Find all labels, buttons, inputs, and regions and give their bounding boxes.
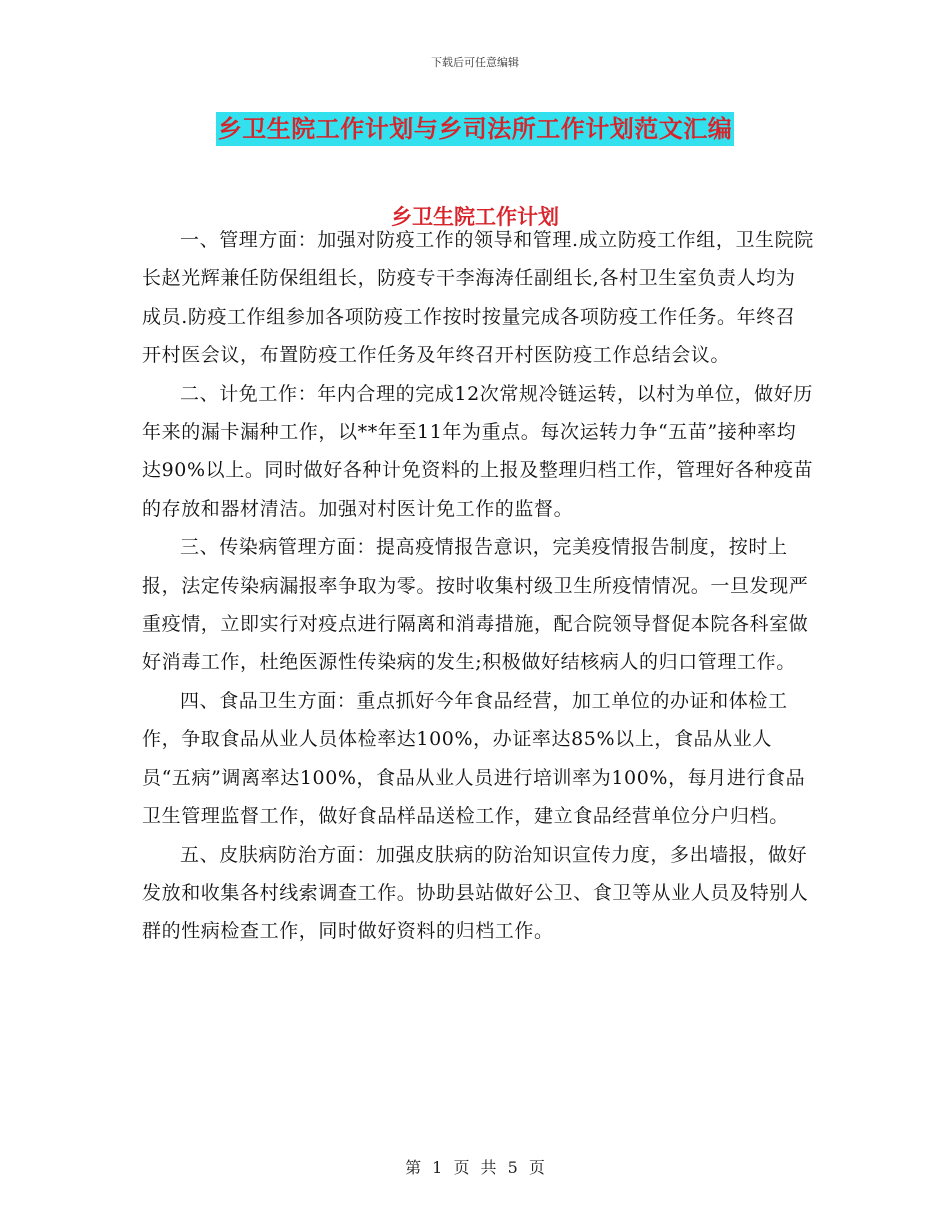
paragraph-skin-disease: 五、皮肤病防治方面：加强皮肤病的防治知识宣传力度，多出墙报，做好发放和收集各村线索调查工作。协助县站做好公卫、食卫等从业人员及特别人群的性病检查工作，同时做好资料的归档工作。 <box>142 843 809 943</box>
document-body <box>142 221 814 951</box>
section-title: 乡卫生院工作计划 <box>391 205 559 229</box>
paragraph-immunization: 二、计免工作：年内合理的完成12次常规冷链运转，以村为单位，做好历年来的漏卡漏种工作，以**年至11年为重点。每次运转力争“五苗”接种率均达90%以上。同时做好各种计免资料的上报及整理归档工作，管理好各种疫苗的存放和器材清洁。加强对村医计免工作的监督。 <box>142 382 814 520</box>
paragraph-food-hygiene: 四、食品卫生方面：重点抓好今年食品经营，加工单位的办证和体检工作，争取食品从业人员体检率达100%，办证率达85%以上，食品从业人员“五病”调离率达100%，食品从业人员进行培训率为100%，每月进行食品卫生管理监督工作，做好食品样品送检工作，建立食品经营单位分户归档。 <box>142 689 806 828</box>
paragraph-infectious-disease: 三、传染病管理方面：提高疫情报告意识，完美疫情报告制度，按时上报，法定传染病漏报率争取为零。按时收集村级卫生所疫情情况。一旦发现严重疫情，立即实行对疫点进行隔离和消毒措施，配合院领导督促本院各科室做好消毒工作，杜绝医源性传染病的发生;积极做好结核病人的归口管理工作。 <box>142 536 809 674</box>
paragraph-management: 一、管理方面：加强对防疫工作的领导和管理.成立防疫工作组，卫生院院长赵光辉兼任防保组组长，防疫专干李海涛任副组长,各村卫生室负责人均为成员.防疫工作组参加各项防疫工作按时按量完成各项防疫工作任务。年终召开村医会议，布置防疫工作任务及年终召开村医防疫工作总结会议。 <box>142 229 814 367</box>
header-note: 下载后可任意编辑 <box>431 56 519 69</box>
page-number: 第 1 页 共 5 页 <box>405 1158 545 1177</box>
main-title-container <box>0 112 950 146</box>
document-title: 乡卫生院工作计划与乡司法所工作计划范文汇编 <box>216 112 735 146</box>
